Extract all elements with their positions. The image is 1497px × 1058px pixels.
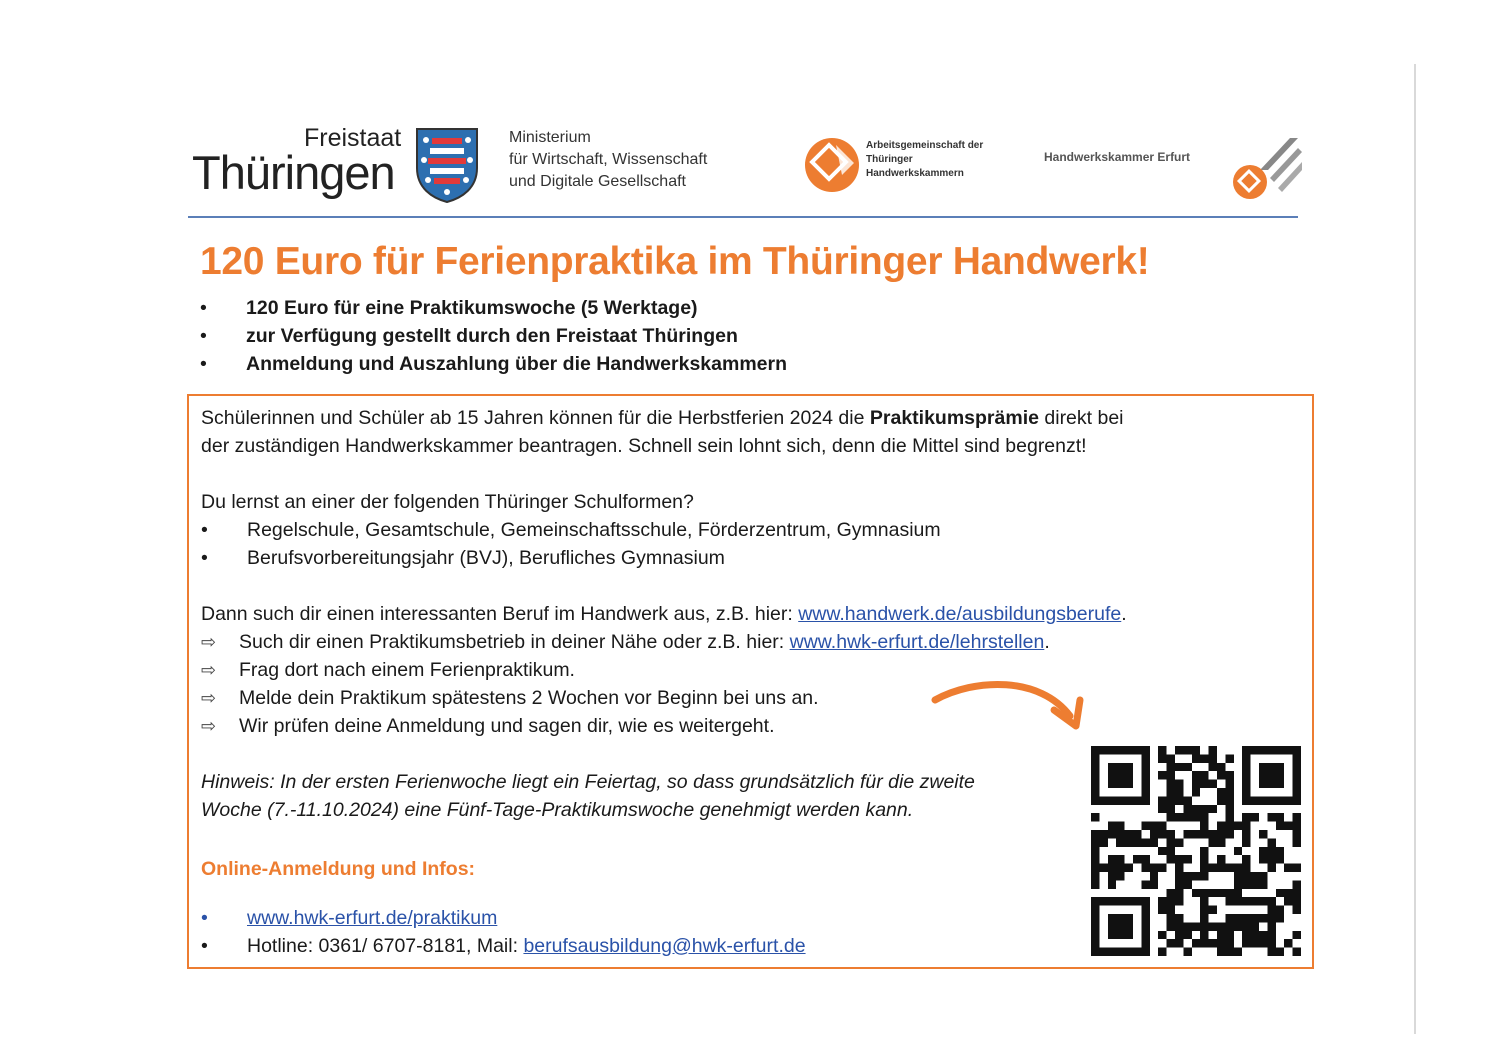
handwerk-ausbildungsberufe-link[interactable]: www.handwerk.de/ausbildungsberufe bbox=[798, 603, 1122, 625]
freistaat-label: Freistaat bbox=[304, 124, 402, 152]
school-type: • Berufsvorbereitungsjahr (BVJ), Berufliches Gymnasium bbox=[201, 544, 941, 572]
key-point: • zur Verfügung gestellt durch den Freistaat Thüringen bbox=[200, 322, 787, 350]
intro-text: Schülerinnen und Schüler ab 15 Jahren können für die Herbstferien 2024 die bbox=[201, 407, 870, 429]
choose-job-line bbox=[201, 600, 1127, 628]
hwk-erfurt-name: Handwerkskammer Erfurt bbox=[1044, 150, 1191, 164]
contact-item bbox=[201, 904, 806, 932]
hwk-logo-icon bbox=[1230, 130, 1302, 202]
school-types-list bbox=[201, 516, 941, 572]
holiday-note bbox=[201, 768, 975, 824]
arrow-right-icon: ⇨ bbox=[201, 716, 217, 736]
step-item bbox=[201, 712, 1050, 740]
step-text: Such dir einen Praktikumsbetrieb in deiner Nähe oder z.B. hier: bbox=[239, 631, 790, 653]
page-edge-divider bbox=[1414, 64, 1416, 1034]
coat-of-arms-icon bbox=[414, 126, 480, 204]
step-text: Frag dort nach einem Ferienpraktikum. bbox=[239, 659, 575, 681]
arge-name bbox=[866, 139, 1026, 181]
step-text: Wir prüfen deine Anmeldung und sagen dir, wie es weitergeht. bbox=[239, 715, 775, 737]
hwk-praktikum-link[interactable]: www.hwk-erfurt.de/praktikum bbox=[247, 907, 498, 929]
arge-line: Thüringer bbox=[866, 154, 913, 165]
arrow-right-icon: ⇨ bbox=[201, 632, 217, 652]
key-points-list bbox=[200, 294, 787, 378]
arge-line: Handwerkskammern bbox=[866, 168, 964, 179]
freistaat-thueringen-logo bbox=[192, 124, 482, 204]
note-line: Woche (7.-11.10.2024) eine Fünf-Tage-Praktikumswoche genehmigt werden kann. bbox=[201, 799, 914, 821]
punctuation: . bbox=[1044, 631, 1050, 653]
email-link[interactable]: berufsausbildung@hwk-erfurt.de bbox=[523, 935, 806, 957]
arge-line: Arbeitsgemeinschaft der bbox=[866, 140, 984, 151]
page-title: 120 Euro für Ferienpraktika im Thüringer Handwerk! bbox=[200, 240, 1150, 283]
ministry-line: für Wirtschaft, Wissenschaft bbox=[509, 151, 708, 168]
intro-line: der zuständigen Handwerkskammer beantragen. Schnell sein lohnt sich, denn die Mittel sind begrenzt! bbox=[201, 435, 1087, 457]
qr-code-icon[interactable] bbox=[1089, 746, 1303, 956]
intro-line bbox=[201, 404, 1124, 432]
key-point: • 120 Euro für eine Praktikumswoche (5 Werktage) bbox=[200, 294, 787, 322]
arge-logo-icon bbox=[802, 135, 862, 195]
hotline-text: Hotline: 0361/ 6707-8181, Mail: bbox=[247, 935, 524, 957]
key-point: • Anmeldung und Auszahlung über die Handwerkskammern bbox=[200, 350, 787, 378]
contact-list bbox=[201, 904, 806, 960]
arrow-right-icon: ⇨ bbox=[201, 660, 217, 680]
step-item bbox=[201, 628, 1050, 656]
online-registration-heading: Online-Anmeldung und Infos: bbox=[201, 858, 476, 880]
step-item bbox=[201, 684, 1050, 712]
step-text: Melde dein Praktikum spätestens 2 Wochen vor Beginn bei uns an. bbox=[239, 687, 819, 709]
steps-list bbox=[201, 628, 1050, 740]
ministry-line: Ministerium bbox=[509, 129, 591, 146]
thueringen-label: Thüringen bbox=[192, 146, 395, 199]
hwk-lehrstellen-link[interactable]: www.hwk-erfurt.de/lehrstellen bbox=[789, 631, 1045, 653]
school-type: • Regelschule, Gesamtschule, Gemeinschaftsschule, Förderzentrum, Gymnasium bbox=[201, 516, 941, 544]
note-line: Hinweis: In der ersten Ferienwoche liegt ein Feiertag, so dass grundsätzlich für die zweite bbox=[201, 771, 975, 793]
step-item bbox=[201, 656, 1050, 684]
curved-arrow-icon bbox=[930, 670, 1090, 740]
praktikumspraemie-term: Praktikumsprämie bbox=[869, 407, 1039, 429]
contact-item bbox=[201, 932, 806, 960]
schools-question: Du lernst an einer der folgenden Thüringer Schulformen? bbox=[201, 491, 694, 513]
punctuation: . bbox=[1121, 603, 1127, 625]
arrow-right-icon: ⇨ bbox=[201, 688, 217, 708]
intro-text: direkt bei bbox=[1038, 407, 1124, 429]
ministry-name bbox=[509, 127, 769, 193]
header-divider bbox=[188, 216, 1298, 218]
ministry-line: und Digitale Gesellschaft bbox=[509, 173, 686, 190]
choose-job-text: Dann such dir einen interessanten Beruf im Handwerk aus, z.B. hier: bbox=[201, 603, 799, 625]
